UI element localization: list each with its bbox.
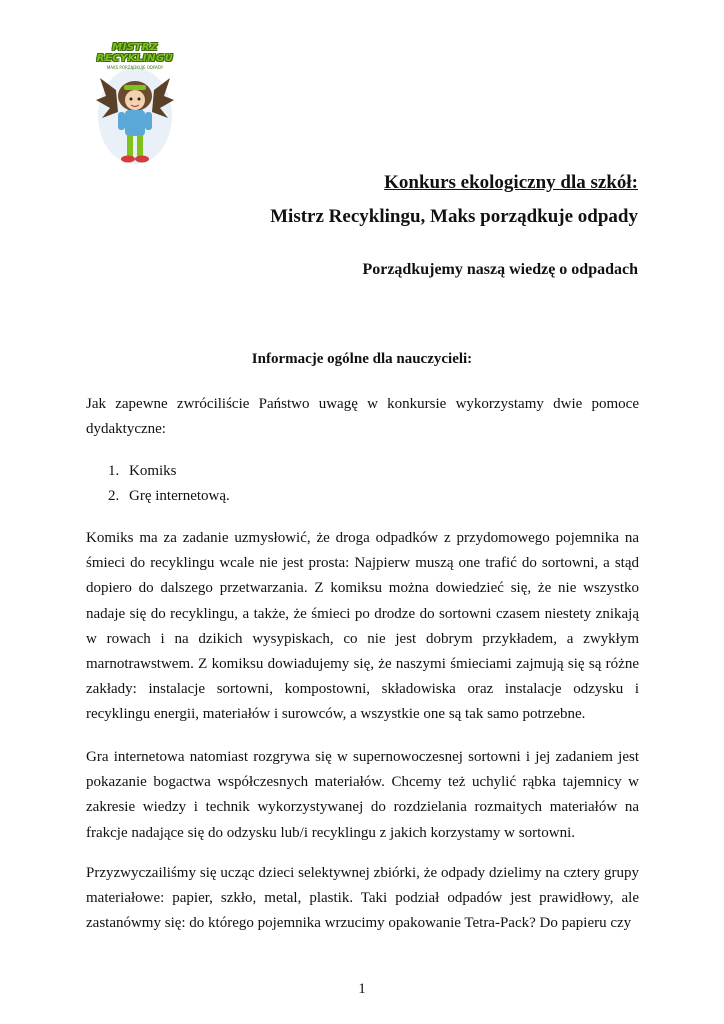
document-title: Konkurs ekologiczny dla szkół: — [384, 172, 638, 193]
document-section-title: Porządkujemy naszą wiedzę o odpadach — [362, 261, 638, 278]
logo-word-recyklingu: RECYKLINGU — [96, 53, 174, 64]
page-number: 1 — [358, 981, 366, 997]
logo-word-mistrz: MISTRZ — [112, 42, 158, 53]
list-item — [108, 484, 230, 509]
list-item-number: 2. — [108, 488, 120, 504]
list-item-number: 1. — [108, 463, 120, 479]
list-item-text: Komiks — [129, 463, 177, 479]
document-subtitle: Mistrz Recyklingu, Maks porządkuje odpady — [270, 206, 638, 227]
paragraph-intro: Jak zapewne zwróciliście Państwo uwagę w konkursie wykorzystamy dwie pomoce dydaktyczne: — [86, 396, 639, 438]
teaching-aids-list — [108, 459, 230, 509]
paragraph-comic: Komiks ma za zadanie uzmysłowić, że droga odpadków z przydomowego pojemnika na śmieci do recyklingu wcale nie jest prosta: Najpierw muszą one trafić do sortowni, a stąd dopiero do dalszego przetwarzania. Z komiksu można dowiedzieć się, że nie wszystko nadaje się do recyklingu, a także, że śmieci po drodze do sortowni czasem niestety znikają w rowach i na dzikich wysypiskach, co nie jest dobrym przykładem, a zwykłym marnotrawstwem. Z komiksu dowiadujemy się, że naszymi śmieciami zajmują się są różne zakłady: instalacje sortowni, kompostowni, składowiska oraz instalacje odzysku i recyklingu energii, materiałów i surowców, a wszystkie one są tak samo potrzebne. — [86, 530, 639, 723]
logo-tagline: MAKS PORZĄDKUJE ODPADY — [106, 65, 164, 70]
paragraph-game: Gra internetowa natomiast rozgrywa się w supernowoczesnej sortowni i jej zadaniem jest pokazanie bogactwa współczesnych materiałów. Chcemy też uchylić rąbka tajemnicy w zakresie wiedzy i technik wykorzystywanej do rozdzielania rozmaitych materiałów na frakcje nadające się do odzysku lub/i recyklingu z jakich korzystamy w sortowni. — [86, 749, 639, 841]
paragraph-sorting: Przyzwyczailiśmy się ucząc dzieci selektywnej zbiórki, że odpady dzielimy na cztery grupy materiałowe: papier, szkło, metal, plastik. Taki podział odpadów jest prawidłowy, ale zastanówmy się: do którego pojemnika wrzucimy opakowanie Tetra-Pack? Do papieru czy — [86, 865, 639, 932]
list-item — [108, 459, 230, 484]
info-heading: Informacje ogólne dla nauczycieli: — [251, 351, 473, 367]
contest-logo — [96, 38, 174, 166]
list-item-text: Grę internetową. — [129, 488, 230, 504]
